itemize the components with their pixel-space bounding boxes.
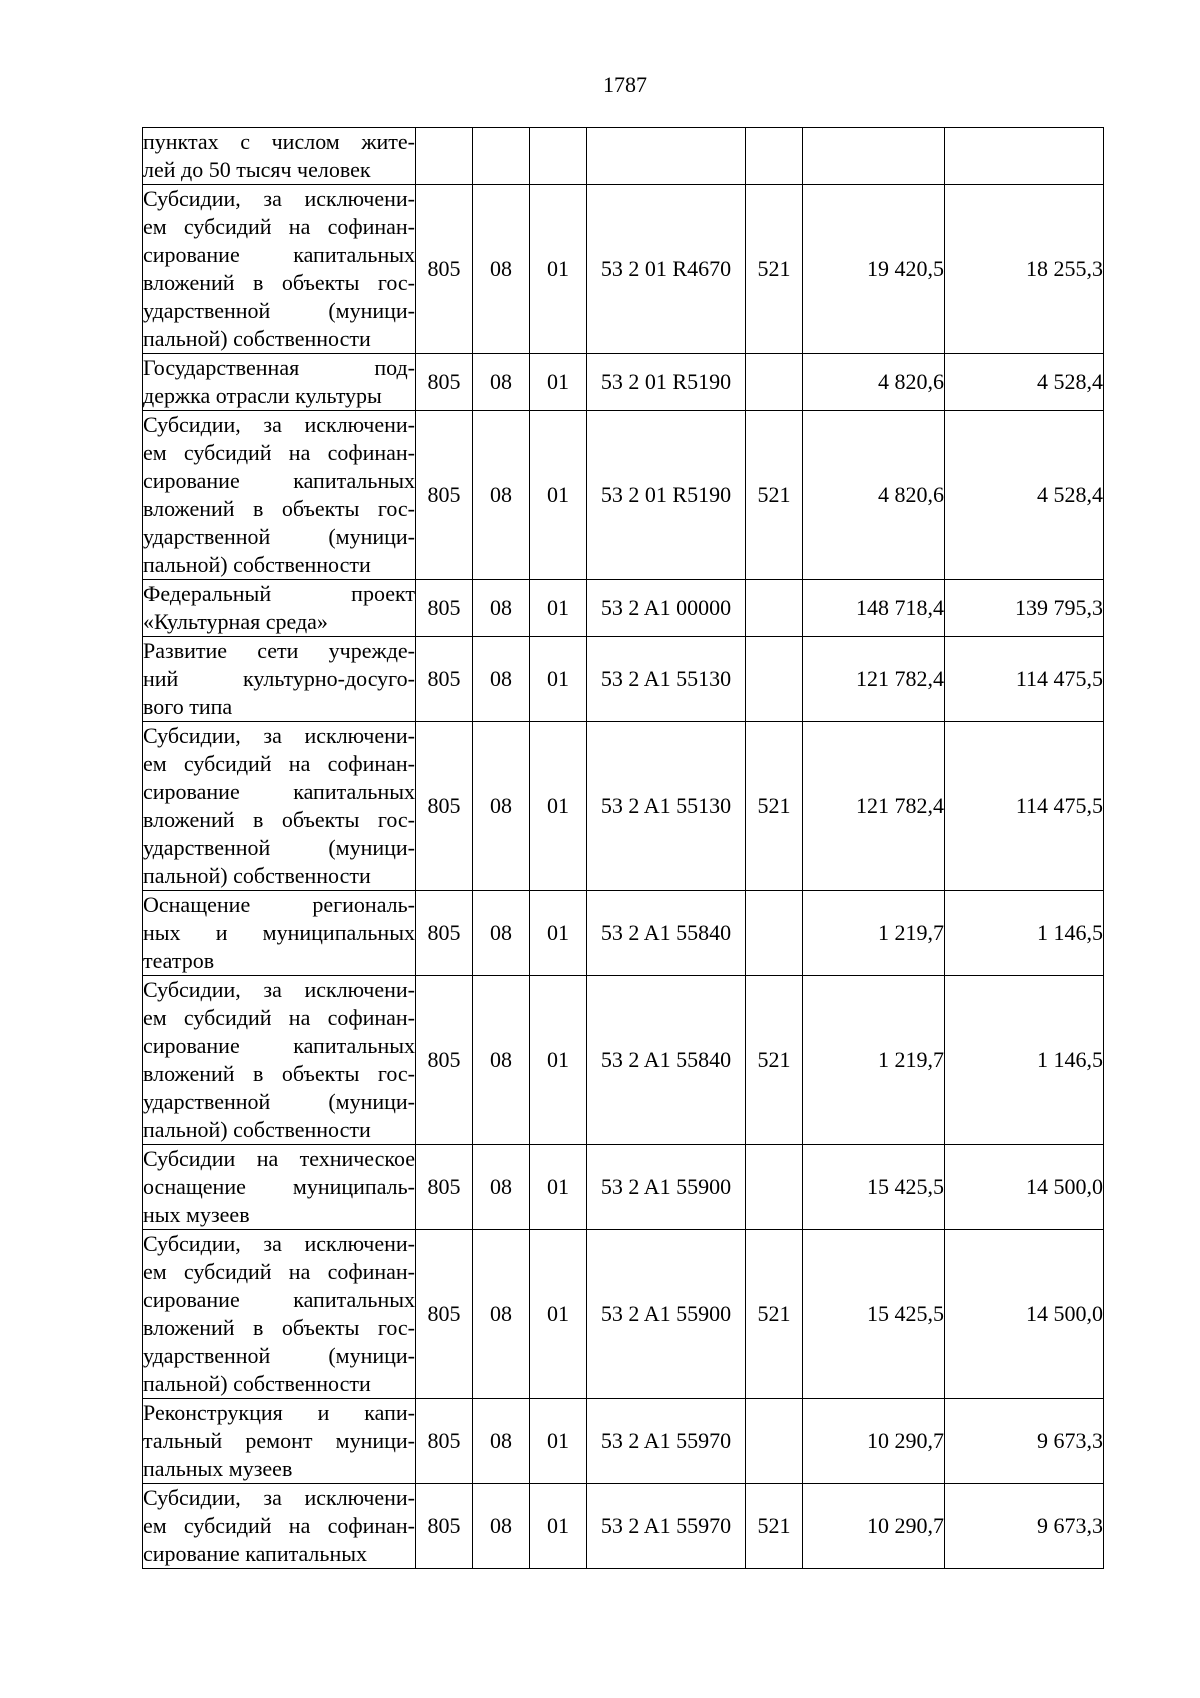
cell-name-line: сирование капитальных <box>143 468 415 493</box>
cell-name-line: вложений в объекты гос- <box>143 1061 415 1086</box>
cell-name-line: оснащение муниципаль- <box>143 1174 415 1199</box>
table-row <box>143 411 1104 580</box>
cell-name <box>143 580 416 637</box>
cell-name-line: Оснащение региональ- <box>143 892 415 917</box>
cell-vr <box>746 891 803 976</box>
cell-vr <box>746 580 803 637</box>
cell-ved: 805 <box>416 1484 473 1569</box>
cell-name <box>143 1484 416 1569</box>
cell-csr: 53 2 A1 55970 <box>587 1484 746 1569</box>
cell-amount-2: 14 500,0 <box>945 1145 1104 1230</box>
table-row <box>143 891 1104 976</box>
cell-amount-1: 10 290,7 <box>803 1399 945 1484</box>
cell-name-line: Развитие сети учрежде- <box>143 638 415 663</box>
cell-vr: 521 <box>746 411 803 580</box>
cell-name-line: Субсидии, за исключени- <box>143 186 415 211</box>
cell-rz: 08 <box>473 185 530 354</box>
cell-vr: 521 <box>746 722 803 891</box>
cell-name-line: сирование капитальных <box>143 242 415 267</box>
table-row <box>143 1230 1104 1399</box>
table-row <box>143 354 1104 411</box>
cell-name-line: Реконструкция и капи- <box>143 1400 415 1425</box>
cell-amount-2: 9 673,3 <box>945 1484 1104 1569</box>
cell-name-line: ем субсидий на софинан- <box>143 1259 415 1284</box>
cell-vr: 521 <box>746 1484 803 1569</box>
cell-rz: 08 <box>473 354 530 411</box>
cell-pr: 01 <box>530 637 587 722</box>
cell-amount-2: 114 475,5 <box>945 637 1104 722</box>
cell-csr: 53 2 01 R5190 <box>587 411 746 580</box>
cell-amount-2: 18 255,3 <box>945 185 1104 354</box>
cell-name-line: ударственной (муници- <box>143 1089 415 1114</box>
cell-name <box>143 891 416 976</box>
cell-csr: 53 2 A1 55900 <box>587 1230 746 1399</box>
cell-pr: 01 <box>530 976 587 1145</box>
cell-amount-2: 139 795,3 <box>945 580 1104 637</box>
cell-rz: 08 <box>473 891 530 976</box>
cell-name-line: пальных музеев <box>143 1456 293 1481</box>
cell-csr: 53 2 A1 55900 <box>587 1145 746 1230</box>
cell-vr <box>746 1145 803 1230</box>
cell-name-line: ний культурно-досуго- <box>143 666 415 691</box>
cell-amount-1: 19 420,5 <box>803 185 945 354</box>
cell-amount-1: 148 718,4 <box>803 580 945 637</box>
cell-name-line: вложений в объекты гос- <box>143 1315 415 1340</box>
table-row <box>143 1484 1104 1569</box>
cell-amount-1: 15 425,5 <box>803 1145 945 1230</box>
cell-name-line: «Культурная среда» <box>143 609 328 634</box>
cell-amount-2: 4 528,4 <box>945 411 1104 580</box>
cell-amount-1: 121 782,4 <box>803 637 945 722</box>
cell-amount-2 <box>945 128 1104 185</box>
cell-name-line: ных музеев <box>143 1202 250 1227</box>
cell-amount-2: 1 146,5 <box>945 976 1104 1145</box>
cell-name-line: сирование капитальных <box>143 1541 367 1566</box>
cell-vr: 521 <box>746 185 803 354</box>
cell-name-line: ем субсидий на софинан- <box>143 1005 415 1030</box>
cell-csr: 53 2 01 R4670 <box>587 185 746 354</box>
cell-rz: 08 <box>473 1230 530 1399</box>
table-row <box>143 185 1104 354</box>
cell-name-line: держка отрасли культуры <box>143 383 382 408</box>
cell-name <box>143 976 416 1145</box>
cell-amount-1: 10 290,7 <box>803 1484 945 1569</box>
cell-name-line: пальной) собственности <box>143 552 371 577</box>
cell-name <box>143 354 416 411</box>
table-row <box>143 580 1104 637</box>
cell-amount-2: 1 146,5 <box>945 891 1104 976</box>
cell-rz: 08 <box>473 1145 530 1230</box>
cell-rz: 08 <box>473 976 530 1145</box>
cell-name-line: Субсидии, за исключени- <box>143 977 415 1002</box>
cell-vr: 521 <box>746 1230 803 1399</box>
page-number: 1787 <box>603 72 647 97</box>
cell-name-line: ных и муниципальных <box>143 920 415 945</box>
cell-pr: 01 <box>530 354 587 411</box>
cell-csr: 53 2 A1 55130 <box>587 722 746 891</box>
table-row <box>143 1145 1104 1230</box>
cell-amount-2: 9 673,3 <box>945 1399 1104 1484</box>
table-row <box>143 637 1104 722</box>
cell-name-line: Субсидии, за исключени- <box>143 1485 415 1510</box>
cell-name-line: ем субсидий на софинан- <box>143 1513 415 1538</box>
cell-pr <box>530 128 587 185</box>
cell-name-line: сирование капитальных <box>143 1033 415 1058</box>
cell-pr: 01 <box>530 1145 587 1230</box>
table-row <box>143 976 1104 1145</box>
cell-pr: 01 <box>530 411 587 580</box>
cell-name-line: пунктах с числом жите- <box>143 129 415 154</box>
cell-rz <box>473 128 530 185</box>
cell-pr: 01 <box>530 1399 587 1484</box>
cell-amount-2: 14 500,0 <box>945 1230 1104 1399</box>
cell-csr: 53 2 01 R5190 <box>587 354 746 411</box>
cell-ved: 805 <box>416 1399 473 1484</box>
cell-csr: 53 2 A1 55130 <box>587 637 746 722</box>
cell-name-line: пальной) собственности <box>143 1117 371 1142</box>
cell-ved <box>416 128 473 185</box>
cell-name <box>143 1399 416 1484</box>
cell-amount-1 <box>803 128 945 185</box>
cell-name-line: ем субсидий на софинан- <box>143 751 415 776</box>
cell-name <box>143 411 416 580</box>
budget-table <box>142 127 1104 1569</box>
cell-name-line: Субсидии, за исключени- <box>143 412 415 437</box>
table-row <box>143 1399 1104 1484</box>
cell-name-line: ударственной (муници- <box>143 298 415 323</box>
cell-amount-1: 4 820,6 <box>803 354 945 411</box>
cell-rz: 08 <box>473 722 530 891</box>
cell-name-line: пальной) собственности <box>143 1371 371 1396</box>
cell-name-line: ем субсидий на софинан- <box>143 440 415 465</box>
cell-amount-1: 15 425,5 <box>803 1230 945 1399</box>
cell-name-line: вложений в объекты гос- <box>143 807 415 832</box>
cell-name-line: ем субсидий на софинан- <box>143 214 415 239</box>
cell-ved: 805 <box>416 891 473 976</box>
cell-name-line: ударственной (муници- <box>143 835 415 860</box>
cell-ved: 805 <box>416 1230 473 1399</box>
cell-ved: 805 <box>416 580 473 637</box>
cell-name-line: лей до 50 тысяч человек <box>143 157 371 182</box>
cell-name <box>143 722 416 891</box>
cell-rz: 08 <box>473 411 530 580</box>
cell-name-line: Субсидии, за исключени- <box>143 1231 415 1256</box>
cell-csr: 53 2 A1 55970 <box>587 1399 746 1484</box>
cell-name-line: театров <box>143 948 215 973</box>
table-row <box>143 128 1104 185</box>
cell-name-line: сирование капитальных <box>143 1287 415 1312</box>
cell-csr: 53 2 A1 55840 <box>587 976 746 1145</box>
cell-vr: 521 <box>746 976 803 1145</box>
cell-csr <box>587 128 746 185</box>
cell-name-line: Субсидии, за исключени- <box>143 723 415 748</box>
cell-name-line: вложений в объекты гос- <box>143 270 415 295</box>
cell-name-line: ударственной (муници- <box>143 524 415 549</box>
cell-name-line: пальной) собственности <box>143 863 371 888</box>
cell-ved: 805 <box>416 185 473 354</box>
cell-pr: 01 <box>530 722 587 891</box>
cell-ved: 805 <box>416 637 473 722</box>
cell-ved: 805 <box>416 722 473 891</box>
cell-pr: 01 <box>530 1484 587 1569</box>
cell-ved: 805 <box>416 354 473 411</box>
cell-vr <box>746 354 803 411</box>
cell-vr <box>746 128 803 185</box>
cell-vr <box>746 1399 803 1484</box>
cell-ved: 805 <box>416 976 473 1145</box>
cell-vr <box>746 637 803 722</box>
cell-amount-1: 121 782,4 <box>803 722 945 891</box>
cell-amount-1: 4 820,6 <box>803 411 945 580</box>
cell-name-line: Федеральный проект <box>143 581 415 606</box>
cell-name-line: вого типа <box>143 694 233 719</box>
cell-rz: 08 <box>473 580 530 637</box>
cell-pr: 01 <box>530 185 587 354</box>
cell-pr: 01 <box>530 580 587 637</box>
cell-amount-2: 114 475,5 <box>945 722 1104 891</box>
cell-name-line: Субсидии на техническое <box>143 1146 415 1171</box>
cell-name-line: вложений в объекты гос- <box>143 496 415 521</box>
cell-name <box>143 128 416 185</box>
cell-name <box>143 637 416 722</box>
cell-ved: 805 <box>416 1145 473 1230</box>
cell-amount-2: 4 528,4 <box>945 354 1104 411</box>
cell-rz: 08 <box>473 1399 530 1484</box>
cell-pr: 01 <box>530 1230 587 1399</box>
cell-name-line: Государственная под- <box>143 355 415 380</box>
cell-name-line: тальный ремонт муници- <box>143 1428 415 1453</box>
cell-name-line: сирование капитальных <box>143 779 415 804</box>
cell-name-line: пальной) собственности <box>143 326 371 351</box>
cell-rz: 08 <box>473 637 530 722</box>
cell-rz: 08 <box>473 1484 530 1569</box>
table-row <box>143 722 1104 891</box>
cell-amount-1: 1 219,7 <box>803 976 945 1145</box>
cell-name <box>143 1230 416 1399</box>
cell-name-line: ударственной (муници- <box>143 1343 415 1368</box>
cell-csr: 53 2 A1 55840 <box>587 891 746 976</box>
cell-amount-1: 1 219,7 <box>803 891 945 976</box>
cell-ved: 805 <box>416 411 473 580</box>
cell-name <box>143 185 416 354</box>
cell-csr: 53 2 A1 00000 <box>587 580 746 637</box>
cell-pr: 01 <box>530 891 587 976</box>
cell-name <box>143 1145 416 1230</box>
budget-table-body <box>143 128 1104 1569</box>
